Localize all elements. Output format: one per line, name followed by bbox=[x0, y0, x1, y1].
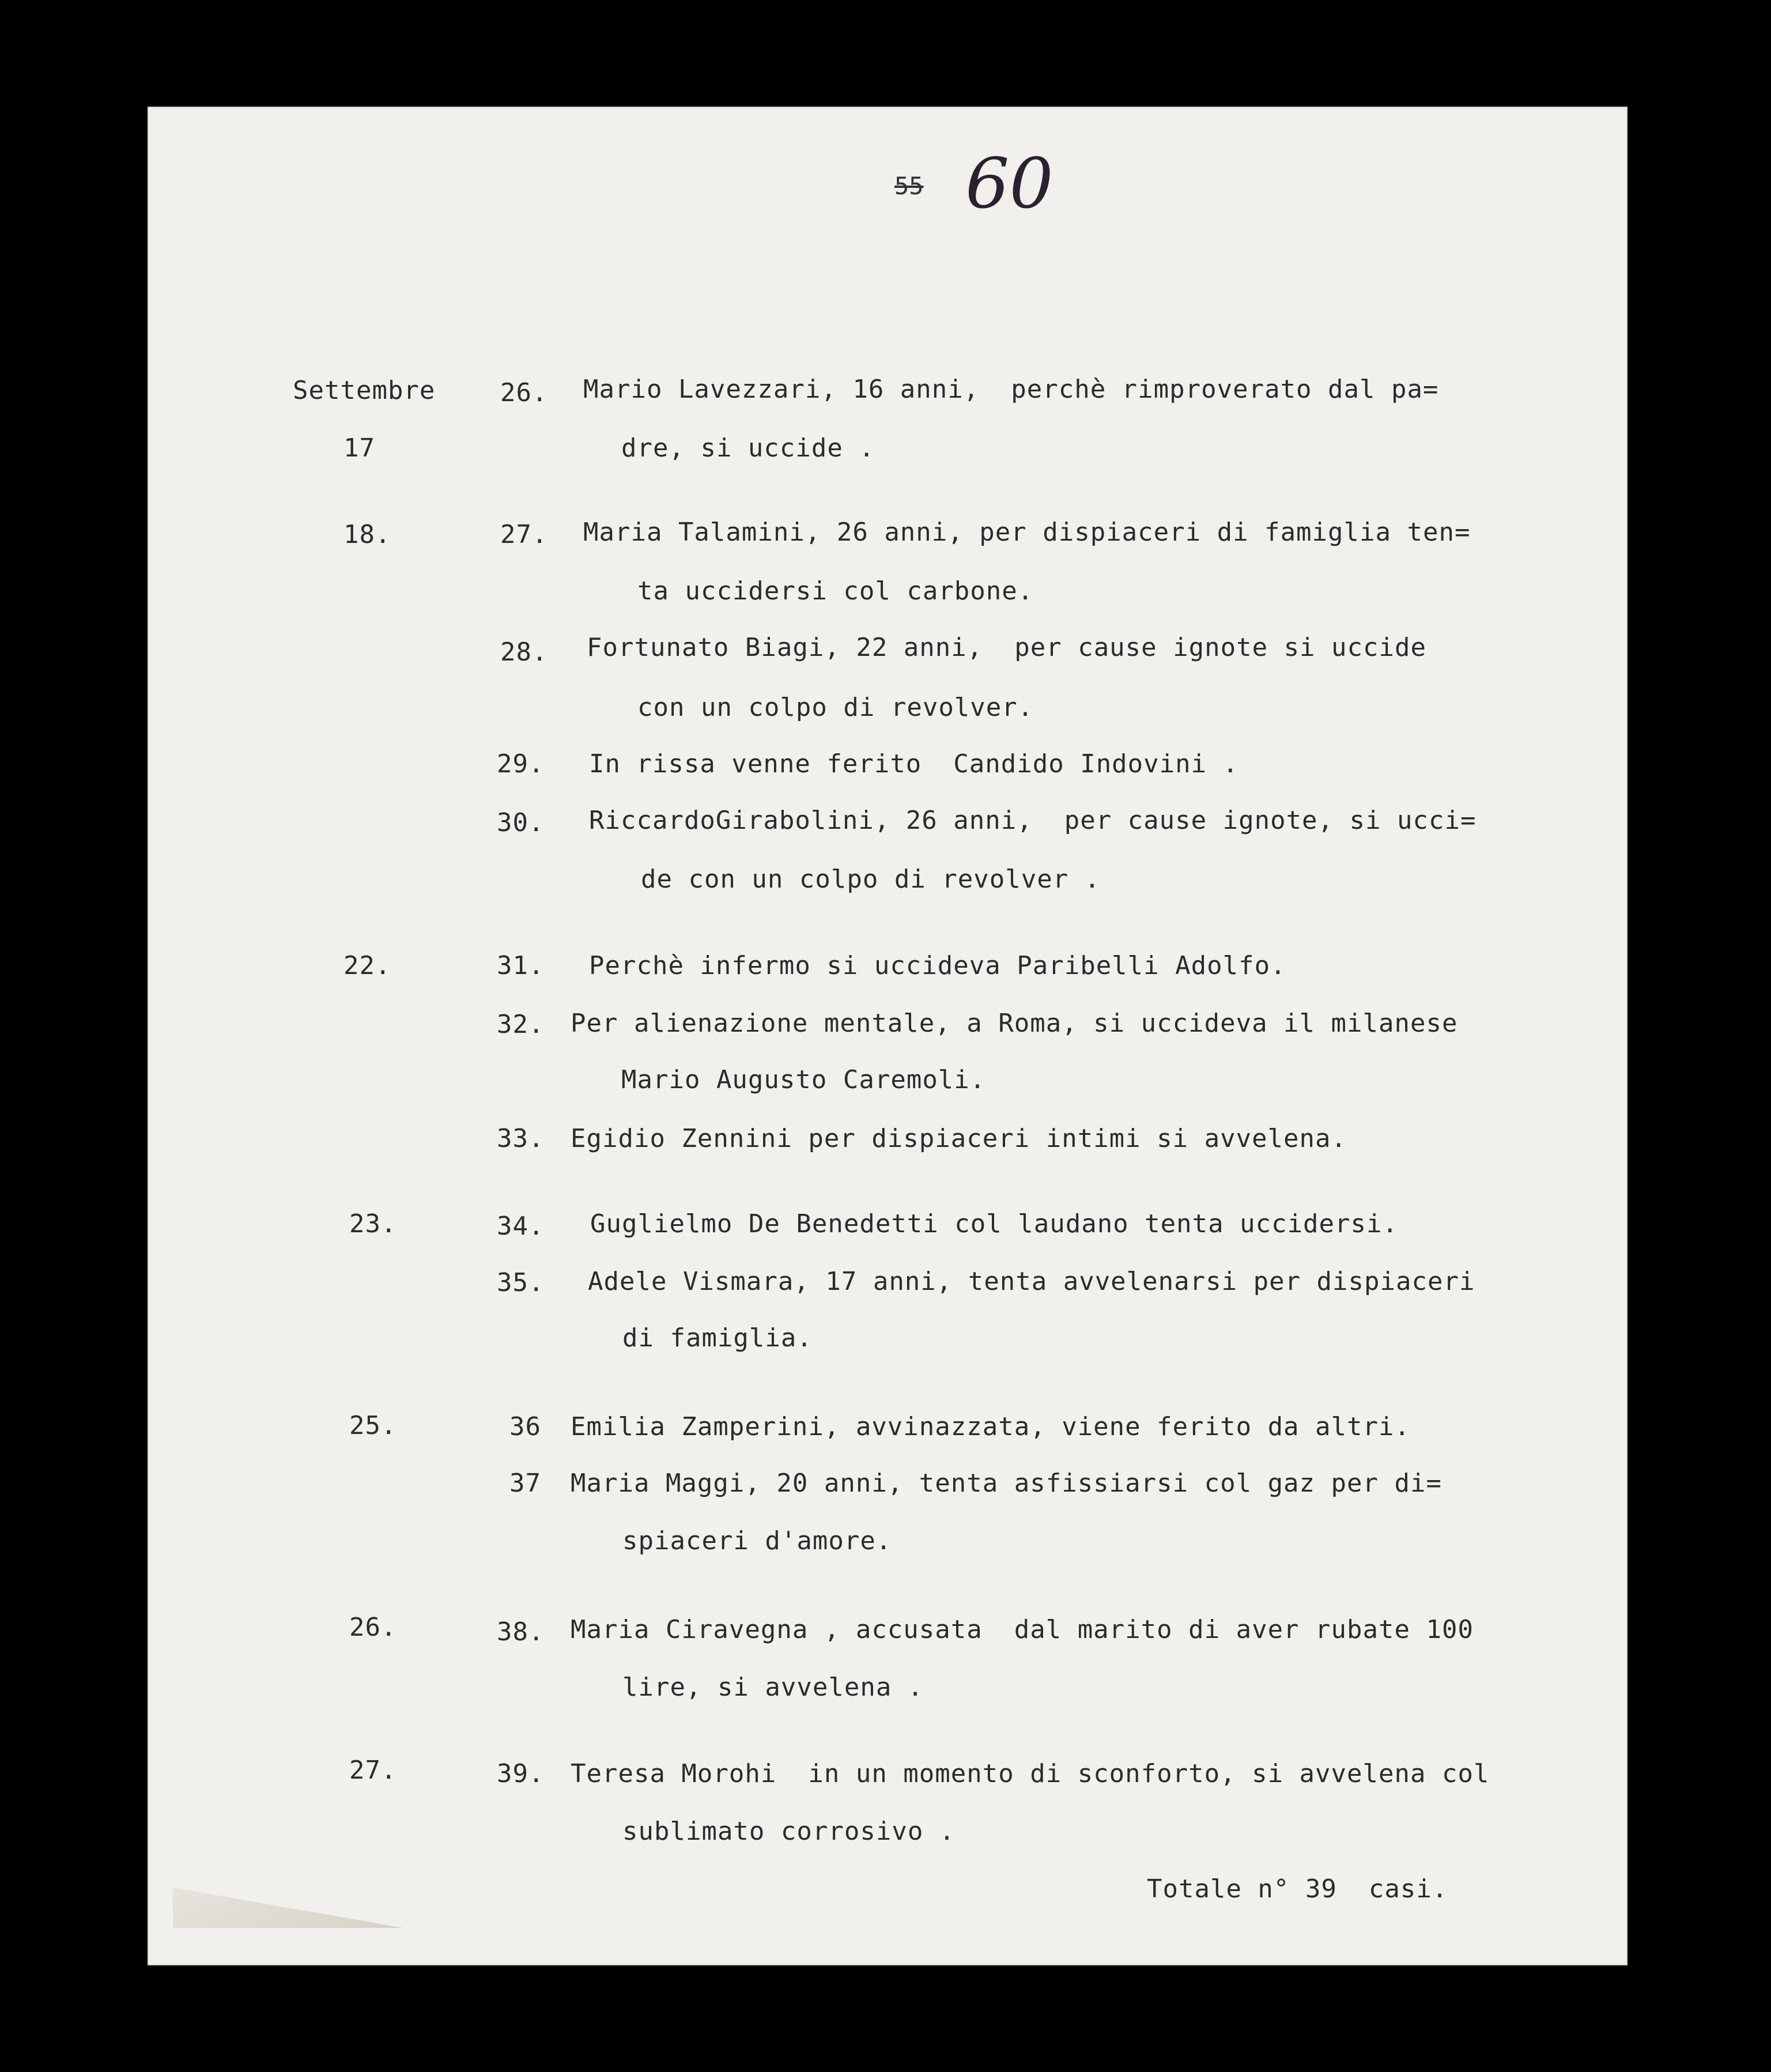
total-line: Totale n° 39 casi. bbox=[1147, 1874, 1448, 1904]
entry-text-line: di famiglia. bbox=[622, 1323, 813, 1353]
old-page-number: 55 bbox=[894, 172, 924, 200]
entry-text-line: Guglielmo De Benedetti col laudano tenta uccidersi. bbox=[590, 1209, 1399, 1239]
entry-text-line: Adele Vismara, 17 anni, tenta avvelenarsi per dispiaceri bbox=[588, 1267, 1475, 1296]
month-label: Settembre bbox=[293, 376, 436, 405]
entry-date: 17 bbox=[343, 433, 375, 463]
entry-number: 37 bbox=[509, 1469, 541, 1498]
entry-number: 29. bbox=[497, 749, 545, 779]
entry-date: 18. bbox=[343, 520, 391, 549]
entry-text-line: Maria Maggi, 20 anni, tenta asfissiarsi col gaz per di= bbox=[571, 1469, 1442, 1498]
entry-text-line: Per alienazione mentale, a Roma, si uccideva il milanese bbox=[571, 1009, 1458, 1038]
entry-text-line: RiccardoGirabolini, 26 anni, per cause ignote, si ucci= bbox=[589, 806, 1477, 835]
entry-text-line: Maria Ciravegna , accusata dal marito di aver rubate 100 bbox=[571, 1615, 1474, 1644]
entry-number: 30. bbox=[497, 808, 545, 837]
entry-text-line: Perchè infermo si uccideva Paribelli Adolfo. bbox=[589, 951, 1286, 980]
entry-number: 27. bbox=[500, 520, 548, 549]
entry-number: 33. bbox=[497, 1124, 545, 1153]
entry-text-line: In rissa venne ferito Candido Indovini . bbox=[589, 749, 1239, 779]
entry-number: 38. bbox=[497, 1617, 545, 1647]
entry-number: 28. bbox=[500, 637, 548, 667]
entry-date: 23. bbox=[349, 1209, 397, 1239]
entry-number: 35. bbox=[497, 1268, 545, 1297]
entry-text-line: Teresa Morohi in un momento di sconforto, si avvelena col bbox=[571, 1759, 1490, 1788]
entry-number: 32. bbox=[497, 1010, 545, 1039]
entry-number: 31. bbox=[497, 951, 545, 980]
entry-text-line: de con un colpo di revolver . bbox=[641, 865, 1101, 894]
entry-text-line: Emilia Zamperini, avvinazzata, viene ferito da altri. bbox=[571, 1412, 1410, 1441]
entry-number: 34. bbox=[497, 1212, 545, 1241]
entry-text-line: Mario Augusto Caremoli. bbox=[621, 1065, 986, 1095]
entry-text-line: spiaceri d'amore. bbox=[622, 1526, 892, 1556]
entry-text-line: dre, si uccide . bbox=[621, 433, 875, 463]
handwritten-page-number: 60 bbox=[965, 144, 1053, 224]
entry-text-line: lire, si avvelena . bbox=[622, 1673, 924, 1702]
entry-date: 22. bbox=[343, 951, 391, 980]
entry-date: 27. bbox=[349, 1756, 397, 1785]
entry-text-line: con un colpo di revolver. bbox=[637, 693, 1034, 722]
entry-number: 36 bbox=[509, 1412, 541, 1441]
entry-text-line: Egidio Zennini per dispiaceri intimi si avvelena. bbox=[571, 1124, 1347, 1153]
entry-date: 25. bbox=[349, 1411, 397, 1440]
entry-text-line: Maria Talamini, 26 anni, per dispiaceri di famiglia ten= bbox=[583, 518, 1471, 547]
entry-text-line: Fortunato Biagi, 22 anni, per cause ignote si uccide bbox=[587, 633, 1426, 662]
entry-date: 26. bbox=[349, 1613, 397, 1642]
entry-text-line: sublimato corrosivo . bbox=[622, 1817, 956, 1846]
entry-text-line: Mario Lavezzari, 16 anni, perchè rimproverato dal pa= bbox=[583, 375, 1439, 404]
entry-number: 39. bbox=[497, 1759, 545, 1788]
entry-number: 26. bbox=[500, 378, 548, 407]
entry-text-line: ta uccidersi col carbone. bbox=[637, 576, 1034, 606]
